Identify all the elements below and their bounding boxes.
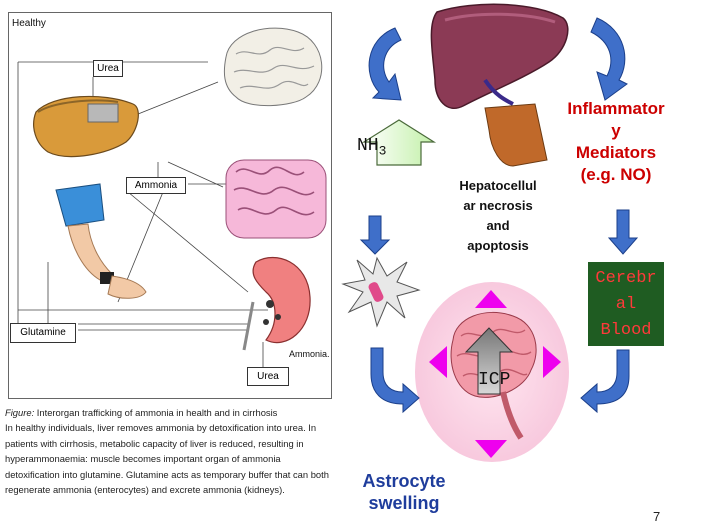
arm-illustration bbox=[56, 184, 146, 298]
astrocyte-line-2: swelling bbox=[368, 493, 440, 513]
nh3-subscript: 3 bbox=[378, 143, 387, 159]
necrosis-text bbox=[442, 176, 554, 256]
box-glutamine: Glutamine bbox=[10, 323, 76, 343]
caption-line-3: patients with cirrhosis, metabolic capacity of liver is reduced, resulting in bbox=[5, 437, 304, 449]
down-arrow-left-1 bbox=[361, 216, 389, 254]
cerebral-line-2: al bbox=[615, 295, 637, 314]
pathway-diagram bbox=[335, 0, 706, 529]
inflammatory-line-3: Mediators bbox=[575, 143, 657, 162]
kidney-ammonia-label: Ammonia. bbox=[289, 349, 330, 359]
astrocyte-text bbox=[350, 470, 458, 514]
curved-arrow-top-right bbox=[591, 18, 627, 100]
necrosis-line-2: ar necrosis bbox=[463, 198, 533, 213]
panel-label-healthy: Healthy bbox=[12, 18, 46, 29]
caption-title: Interorgan trafficking of ammonia in health and in cirrhosis bbox=[34, 407, 278, 418]
inflammatory-line-1: Inflammator bbox=[567, 99, 665, 118]
intestine-illustration bbox=[226, 160, 326, 238]
inflammatory-line-2: y bbox=[611, 121, 621, 140]
box-urea-bottom: Urea bbox=[247, 367, 289, 386]
kidney-illustration bbox=[244, 257, 310, 350]
figure-caption bbox=[5, 405, 335, 497]
curved-arrow-bottom-right bbox=[581, 350, 629, 412]
icp-label: ICP bbox=[478, 370, 511, 390]
nh3-label bbox=[357, 136, 386, 159]
cerebral-line-1: Cerebr bbox=[595, 269, 657, 288]
caption-line-1 bbox=[5, 405, 335, 420]
necrosis-line-4: apoptosis bbox=[467, 238, 529, 253]
nh3-main-text: NH bbox=[357, 136, 379, 156]
page-number: 7 bbox=[653, 509, 661, 524]
necrosis-line-1: Hepatocellul bbox=[459, 178, 537, 193]
box-urea-top: Urea bbox=[93, 60, 123, 77]
brain-illustration bbox=[224, 28, 321, 105]
caption-line-5: detoxification into glutamine. Glutamine acts as temporary buffer that can both bbox=[5, 468, 329, 480]
astrocyte-cell-illustration bbox=[343, 258, 419, 326]
necrosis-line-3: and bbox=[486, 218, 510, 233]
down-arrow-right-1 bbox=[609, 210, 637, 254]
curved-arrow-bottom-left bbox=[371, 348, 419, 412]
box-ammonia: Ammonia bbox=[126, 177, 186, 194]
inflammatory-line-4: (e.g. NO) bbox=[580, 165, 652, 184]
cerebral-text bbox=[588, 266, 664, 344]
curved-arrow-top-left bbox=[369, 28, 401, 100]
caption-line-2: In healthy individuals, liver removes ammonia by detoxification into urea. In bbox=[5, 422, 317, 434]
liver-illustration bbox=[34, 96, 139, 156]
necrosis-arrow bbox=[485, 104, 547, 166]
astrocyte-line-1: Astrocyte bbox=[362, 471, 446, 491]
caption-line-4: hyperammonaemia: muscle becomes important organ of ammonia bbox=[5, 453, 281, 465]
inflammatory-text bbox=[556, 98, 676, 186]
liver-illustration bbox=[431, 4, 567, 108]
cerebral-line-3: Blood bbox=[600, 321, 652, 340]
caption-line-6: regenerate ammonia (enterocytes) and excrete ammonia (kidneys). bbox=[5, 484, 285, 496]
caption-lead: Figure: bbox=[5, 407, 35, 418]
